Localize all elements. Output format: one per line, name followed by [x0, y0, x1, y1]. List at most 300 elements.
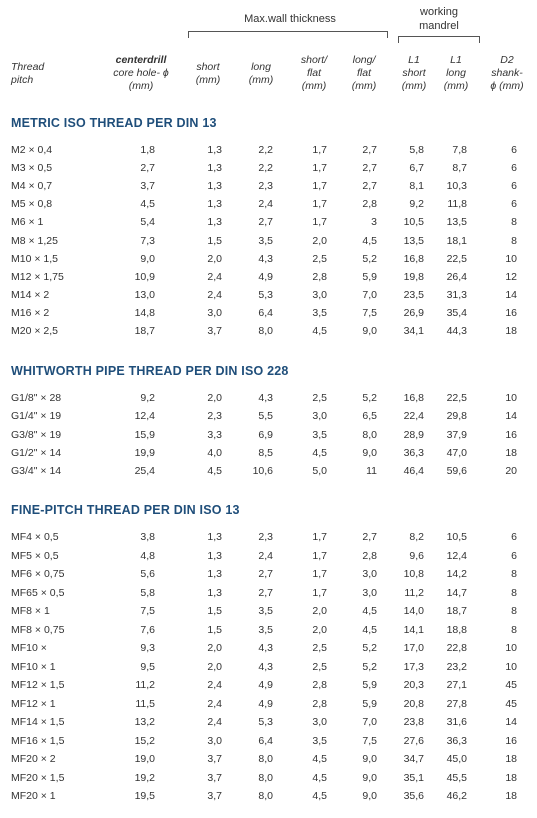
long-flat-cell: 2,7 [362, 180, 377, 193]
thread-pitch-cell: MF10 × 1 [11, 660, 56, 673]
short-flat-cell: 1,7 [312, 549, 327, 562]
l1-short-cell: 8,1 [409, 180, 424, 193]
col-header-l1-short-line: short [402, 67, 426, 79]
short-flat-cell: 2,5 [312, 660, 327, 673]
l1-long-cell: 45,0 [446, 753, 467, 765]
table-row [0, 410, 537, 428]
short-flat-cell: 4,5 [312, 790, 327, 802]
short-cell: 3,3 [207, 428, 222, 441]
short-flat-cell: 2,5 [312, 642, 327, 654]
d2-shank-cell: 6 [511, 180, 517, 193]
table-row [0, 162, 537, 180]
short-cell: 1,3 [207, 144, 222, 156]
short-cell: 1,5 [207, 623, 222, 636]
thread-pitch-cell: M12 × 1,75 [11, 270, 64, 283]
col-header-centerdrill-bold: centerdrill [115, 54, 167, 66]
long-cell: 5,5 [258, 410, 273, 423]
short-flat-cell: 3,5 [312, 734, 327, 747]
l1-long-cell: 22,5 [446, 392, 467, 404]
col-header-l1-long-line: (mm) [443, 80, 469, 92]
short-cell: 1,5 [207, 605, 222, 617]
col-header-thread-pitch-line: Thread [11, 61, 45, 73]
short-cell: 1,3 [207, 568, 222, 580]
core-hole-cell: 25,4 [134, 465, 155, 478]
long-flat-cell: 9,0 [362, 325, 377, 337]
core-hole-cell: 11,5 [135, 697, 155, 710]
short-flat-cell: 2,0 [312, 605, 327, 617]
short-flat-cell: 1,7 [312, 586, 327, 599]
short-flat-cell: 3,5 [312, 306, 327, 319]
long-flat-cell: 8,0 [362, 428, 377, 441]
l1-short-cell: 34,7 [403, 753, 424, 765]
l1-short-cell: 17,3 [403, 660, 424, 673]
long-cell: 2,2 [258, 162, 273, 175]
short-cell: 3,0 [207, 306, 222, 319]
l1-short-cell: 19,8 [403, 270, 424, 283]
short-flat-cell: 4,5 [312, 446, 327, 459]
thread-pitch-cell: M10 × 1,5 [11, 252, 58, 265]
d2-shank-cell: 6 [511, 549, 517, 562]
thread-pitch-cell: G3/8" × 19 [11, 428, 62, 441]
long-flat-cell: 2,8 [362, 198, 377, 211]
l1-short-cell: 9,6 [409, 549, 424, 562]
l1-short-cell: 28,9 [403, 428, 424, 441]
core-hole-cell: 1,8 [140, 144, 155, 156]
col-header-d2-shank-line: ϕ (mm) [490, 80, 524, 92]
table-row [0, 605, 537, 623]
long-flat-cell: 7,0 [362, 716, 377, 728]
section-title-metric: METRIC ISO THREAD PER DIN 13 [11, 116, 217, 130]
core-hole-cell: 7,5 [140, 605, 155, 617]
short-cell: 1,3 [207, 162, 222, 175]
d2-shank-cell: 8 [511, 623, 517, 636]
d2-shank-cell: 45 [505, 679, 517, 691]
col-header-centerdrill [104, 54, 178, 93]
l1-long-cell: 31,6 [446, 716, 467, 728]
table-row [0, 568, 537, 586]
long-cell: 4,3 [258, 642, 273, 654]
l1-short-cell: 16,8 [403, 252, 424, 265]
table-row [0, 429, 537, 447]
l1-long-cell: 22,5 [446, 252, 467, 265]
d2-shank-cell: 18 [505, 446, 517, 459]
short-flat-cell: 1,7 [312, 568, 327, 580]
core-hole-cell: 13,2 [134, 716, 155, 728]
table-row [0, 550, 537, 568]
l1-short-cell: 8,2 [409, 531, 424, 543]
l1-long-cell: 44,3 [446, 325, 467, 337]
core-hole-cell: 9,5 [140, 660, 155, 673]
d2-shank-cell: 20 [505, 465, 517, 478]
d2-shank-cell: 14 [505, 288, 517, 301]
d2-shank-cell: 18 [505, 325, 517, 337]
d2-shank-cell: 16 [505, 306, 517, 319]
l1-short-cell: 20,3 [403, 679, 424, 691]
l1-short-cell: 46,4 [403, 465, 424, 478]
core-hole-cell: 14,8 [134, 306, 155, 319]
long-cell: 8,5 [258, 446, 273, 459]
thread-pitch-cell: M20 × 2,5 [11, 325, 58, 337]
thread-pitch-cell: MF20 × 1,5 [11, 771, 65, 784]
thread-pitch-cell: M4 × 0,7 [11, 180, 53, 193]
core-hole-cell: 19,2 [134, 771, 155, 784]
col-header-long-flat-line: flat [356, 67, 371, 79]
long-cell: 5,3 [258, 716, 273, 728]
short-cell: 2,4 [207, 270, 222, 283]
long-cell: 8,0 [258, 771, 273, 784]
max-wall-thickness-bracket [188, 31, 388, 38]
core-hole-cell: 3,8 [140, 531, 155, 543]
section-title-fine-pitch: FINE-PITCH THREAD PER DIN ISO 13 [11, 503, 240, 517]
long-flat-cell: 5,2 [362, 642, 377, 654]
long-flat-cell: 2,7 [362, 144, 377, 156]
table-row [0, 661, 537, 679]
thread-pitch-cell: G1/4" × 19 [11, 410, 62, 423]
col-header-short [190, 61, 226, 87]
l1-long-cell: 26,4 [446, 270, 467, 283]
l1-long-cell: 10,5 [446, 531, 467, 543]
short-cell: 1,3 [207, 180, 222, 193]
l1-short-cell: 13,5 [403, 234, 424, 247]
working-mandrel-group-label [398, 5, 480, 33]
table-row [0, 772, 537, 790]
long-flat-cell: 7,0 [362, 288, 377, 301]
d2-shank-cell: 16 [505, 428, 517, 441]
col-header-short-line: (mm) [195, 74, 221, 86]
short-flat-cell: 3,0 [312, 716, 327, 728]
long-cell: 2,7 [258, 216, 273, 229]
core-hole-cell: 5,4 [140, 216, 155, 229]
short-cell: 2,0 [207, 642, 222, 654]
long-cell: 4,3 [258, 252, 273, 265]
core-hole-cell: 4,8 [140, 549, 155, 562]
table-row [0, 735, 537, 753]
long-flat-cell: 7,5 [362, 306, 377, 319]
d2-shank-cell: 16 [505, 734, 517, 747]
short-flat-cell: 4,5 [312, 771, 327, 784]
long-cell: 6,4 [258, 306, 273, 319]
table-row [0, 587, 537, 605]
long-flat-cell: 3,0 [362, 586, 377, 599]
core-hole-cell: 3,7 [140, 180, 155, 193]
d2-shank-cell: 18 [505, 771, 517, 784]
l1-long-cell: 14,7 [446, 586, 467, 599]
d2-shank-cell: 6 [511, 531, 517, 543]
l1-short-cell: 17,0 [403, 642, 424, 654]
section-title-whitworth: WHITWORTH PIPE THREAD PER DIN ISO 228 [11, 364, 289, 378]
short-cell: 3,7 [207, 790, 222, 802]
l1-short-cell: 14,1 [403, 623, 424, 636]
table-row [0, 271, 537, 289]
long-cell: 3,5 [258, 234, 273, 247]
max-wall-thickness-group-label: Max.wall thickness [244, 13, 336, 25]
d2-shank-cell: 6 [511, 162, 517, 175]
table-row [0, 325, 537, 343]
table-row [0, 216, 537, 234]
l1-short-cell: 27,6 [403, 734, 424, 747]
l1-short-cell: 5,8 [409, 144, 424, 156]
l1-short-cell: 10,5 [403, 216, 424, 229]
col-header-short-flat [296, 54, 332, 93]
table-row [0, 642, 537, 660]
thread-pitch-cell: MF12 × 1,5 [11, 679, 65, 691]
long-cell: 10,6 [252, 465, 273, 478]
l1-long-cell: 47,0 [446, 446, 467, 459]
table-row [0, 144, 537, 162]
long-cell: 4,3 [258, 392, 273, 404]
table-row [0, 716, 537, 734]
thread-pitch-cell: MF14 × 1,5 [11, 716, 65, 728]
l1-long-cell: 18,8 [446, 623, 467, 636]
l1-short-cell: 20,8 [403, 697, 424, 710]
short-flat-cell: 2,5 [312, 392, 327, 404]
l1-short-cell: 10,8 [403, 568, 424, 580]
d2-shank-cell: 6 [511, 198, 517, 211]
d2-shank-cell: 45 [505, 697, 517, 710]
core-hole-cell: 9,2 [140, 392, 155, 404]
long-flat-cell: 3,0 [362, 568, 377, 580]
thread-pitch-cell: G1/8" × 28 [11, 392, 62, 404]
l1-short-cell: 26,9 [403, 306, 424, 319]
long-flat-cell: 2,7 [362, 162, 377, 175]
l1-long-cell: 27,8 [446, 697, 467, 710]
d2-shank-cell: 8 [511, 586, 517, 599]
l1-short-cell: 23,5 [403, 288, 424, 301]
col-header-thread-pitch-line: pitch [11, 74, 34, 86]
table-row [0, 447, 537, 465]
core-hole-cell: 7,3 [140, 234, 155, 247]
d2-shank-cell: 10 [505, 642, 517, 654]
short-cell: 2,4 [207, 679, 222, 691]
thread-pitch-cell: M2 × 0,4 [11, 144, 53, 156]
col-header-long-line: (mm) [248, 74, 274, 86]
l1-long-cell: 12,4 [446, 549, 467, 562]
col-header-short-flat-line: short/ [300, 54, 328, 66]
short-flat-cell: 4,5 [312, 325, 327, 337]
short-cell: 2,0 [207, 392, 222, 404]
core-hole-cell: 5,8 [140, 586, 155, 599]
col-header-d2-shank-line: shank- [491, 67, 523, 79]
core-hole-cell: 19,5 [134, 790, 155, 802]
long-flat-cell: 6,5 [362, 410, 377, 423]
short-flat-cell: 4,5 [312, 753, 327, 765]
short-flat-cell: 3,5 [312, 428, 327, 441]
short-cell: 3,7 [207, 753, 222, 765]
short-cell: 3,7 [207, 325, 222, 337]
core-hole-cell: 19,0 [134, 753, 155, 765]
col-header-long [243, 61, 279, 87]
l1-short-cell: 36,3 [403, 446, 424, 459]
d2-shank-cell: 18 [505, 790, 517, 802]
long-cell: 8,0 [258, 325, 273, 337]
short-flat-cell: 2,8 [312, 679, 327, 691]
table-row [0, 790, 537, 808]
table-row [0, 307, 537, 325]
col-header-centerdrill-line: (mm) [128, 80, 154, 92]
short-flat-cell: 1,7 [312, 162, 327, 175]
l1-short-cell: 35,1 [403, 771, 424, 784]
thread-pitch-cell: MF4 × 0,5 [11, 531, 59, 543]
d2-shank-cell: 10 [505, 660, 517, 673]
col-header-short-line: short [196, 61, 220, 73]
long-cell: 2,7 [258, 568, 273, 580]
short-cell: 4,5 [207, 465, 222, 478]
long-cell: 8,0 [258, 753, 273, 765]
l1-long-cell: 59,6 [446, 465, 467, 478]
thread-pitch-cell: G3/4" × 14 [11, 465, 62, 478]
table-row [0, 679, 537, 697]
table-row [0, 392, 537, 410]
l1-long-cell: 7,8 [452, 144, 467, 156]
l1-long-cell: 45,5 [446, 771, 467, 784]
long-flat-cell: 5,2 [362, 252, 377, 265]
long-cell: 6,4 [258, 734, 273, 747]
short-flat-cell: 1,7 [312, 198, 327, 211]
d2-shank-cell: 8 [511, 605, 517, 617]
long-flat-cell: 5,9 [362, 270, 377, 283]
core-hole-cell: 2,7 [140, 162, 155, 175]
short-cell: 1,3 [207, 198, 222, 211]
col-header-long-flat-line: long/ [352, 54, 376, 66]
short-cell: 2,4 [207, 716, 222, 728]
short-cell: 1,5 [207, 234, 222, 247]
long-flat-cell: 9,0 [362, 790, 377, 802]
short-cell: 1,3 [207, 531, 222, 543]
long-cell: 2,2 [258, 144, 273, 156]
short-cell: 3,7 [207, 771, 222, 784]
short-flat-cell: 5,0 [312, 465, 327, 478]
table-row [0, 198, 537, 216]
long-flat-cell: 5,9 [362, 679, 377, 691]
short-cell: 2,0 [207, 252, 222, 265]
core-hole-cell: 9,3 [140, 642, 155, 654]
thread-pitch-cell: MF16 × 1,5 [11, 734, 65, 747]
long-cell: 2,4 [258, 198, 273, 211]
col-header-d2-shank-line: D2 [500, 54, 514, 66]
short-cell: 1,3 [207, 549, 222, 562]
thread-pitch-cell: M5 × 0,8 [11, 198, 53, 211]
d2-shank-cell: 10 [505, 392, 517, 404]
long-flat-cell: 11 [366, 465, 377, 478]
l1-long-cell: 36,3 [446, 734, 467, 747]
long-flat-cell: 9,0 [362, 446, 377, 459]
thread-pitch-cell: MF5 × 0,5 [11, 549, 59, 562]
short-cell: 2,3 [207, 410, 222, 423]
d2-shank-cell: 8 [511, 234, 517, 247]
core-hole-cell: 11,2 [135, 679, 155, 691]
l1-long-cell: 23,2 [446, 660, 467, 673]
long-flat-cell: 4,5 [362, 623, 377, 636]
thread-pitch-cell: MF20 × 1 [11, 790, 56, 802]
col-header-l1-long-line: L1 [450, 54, 462, 66]
long-cell: 8,0 [258, 790, 273, 802]
long-cell: 2,7 [258, 586, 273, 599]
core-hole-cell: 7,6 [140, 623, 155, 636]
long-flat-cell: 2,7 [362, 531, 377, 543]
col-header-l1-long [438, 54, 474, 93]
l1-long-cell: 13,5 [446, 216, 467, 229]
short-flat-cell: 1,7 [312, 216, 327, 229]
long-flat-cell: 9,0 [362, 771, 377, 784]
long-cell: 4,9 [258, 679, 273, 691]
col-header-thread-pitch [11, 61, 44, 87]
working-mandrel-line-2: mandrel [419, 20, 459, 32]
long-cell: 6,9 [258, 428, 273, 441]
long-cell: 3,5 [258, 623, 273, 636]
d2-shank-cell: 8 [511, 568, 517, 580]
short-flat-cell: 2,8 [312, 270, 327, 283]
col-header-short-flat-line: flat [306, 67, 321, 79]
long-flat-cell: 3 [371, 216, 377, 229]
thread-pitch-cell: M16 × 2 [11, 306, 50, 319]
thread-pitch-cell: M8 × 1,25 [11, 234, 58, 247]
col-header-long-line: long [251, 61, 271, 73]
core-hole-cell: 5,6 [140, 568, 155, 580]
short-flat-cell: 3,0 [312, 288, 327, 301]
d2-shank-cell: 6 [511, 144, 517, 156]
l1-long-cell: 22,8 [446, 642, 467, 654]
thread-pitch-cell: M14 × 2 [11, 288, 50, 301]
long-flat-cell: 4,5 [362, 605, 377, 617]
long-flat-cell: 2,8 [362, 549, 377, 562]
l1-short-cell: 9,2 [409, 198, 424, 211]
table-row [0, 698, 537, 716]
col-header-long-flat [346, 54, 382, 93]
table-row [0, 289, 537, 307]
l1-long-cell: 46,2 [446, 790, 467, 802]
table-row [0, 235, 537, 253]
short-cell: 3,0 [207, 734, 222, 747]
thread-pitch-cell: MF12 × 1 [11, 697, 56, 710]
d2-shank-cell: 14 [505, 716, 517, 728]
thread-pitch-cell: MF65 × 0,5 [11, 586, 65, 599]
long-cell: 4,9 [258, 270, 273, 283]
d2-shank-cell: 14 [505, 410, 517, 423]
long-flat-cell: 7,5 [362, 734, 377, 747]
thread-pitch-cell: MF6 × 0,75 [11, 568, 65, 580]
table-row [0, 465, 537, 483]
long-cell: 2,3 [258, 180, 273, 193]
col-header-d2-shank [484, 54, 530, 93]
core-hole-cell: 9,0 [140, 252, 155, 265]
l1-short-cell: 22,4 [403, 410, 424, 423]
short-cell: 2,4 [207, 288, 222, 301]
l1-long-cell: 8,7 [452, 162, 467, 175]
col-header-long-flat-line: (mm) [351, 80, 377, 92]
core-hole-cell: 19,9 [134, 446, 155, 459]
short-flat-cell: 2,0 [312, 623, 327, 636]
col-header-short-flat-line: (mm) [301, 80, 327, 92]
table-row [0, 253, 537, 271]
short-flat-cell: 2,8 [312, 697, 327, 710]
short-flat-cell: 2,0 [312, 234, 327, 247]
short-cell: 1,3 [207, 216, 222, 229]
col-header-centerdrill-line: core hole- ϕ [113, 67, 169, 79]
l1-long-cell: 27,1 [446, 679, 467, 691]
thread-pitch-cell: MF20 × 2 [11, 753, 56, 765]
core-hole-cell: 15,2 [134, 734, 155, 747]
long-flat-cell: 5,2 [362, 392, 377, 404]
l1-long-cell: 11,8 [447, 198, 467, 211]
long-cell: 3,5 [258, 605, 273, 617]
table-row [0, 624, 537, 642]
thread-pitch-cell: G1/2" × 14 [11, 446, 62, 459]
working-mandrel-line-1: working [420, 6, 458, 18]
table-row [0, 753, 537, 771]
long-cell: 4,3 [258, 660, 273, 673]
long-flat-cell: 5,2 [362, 660, 377, 673]
short-flat-cell: 1,7 [312, 531, 327, 543]
